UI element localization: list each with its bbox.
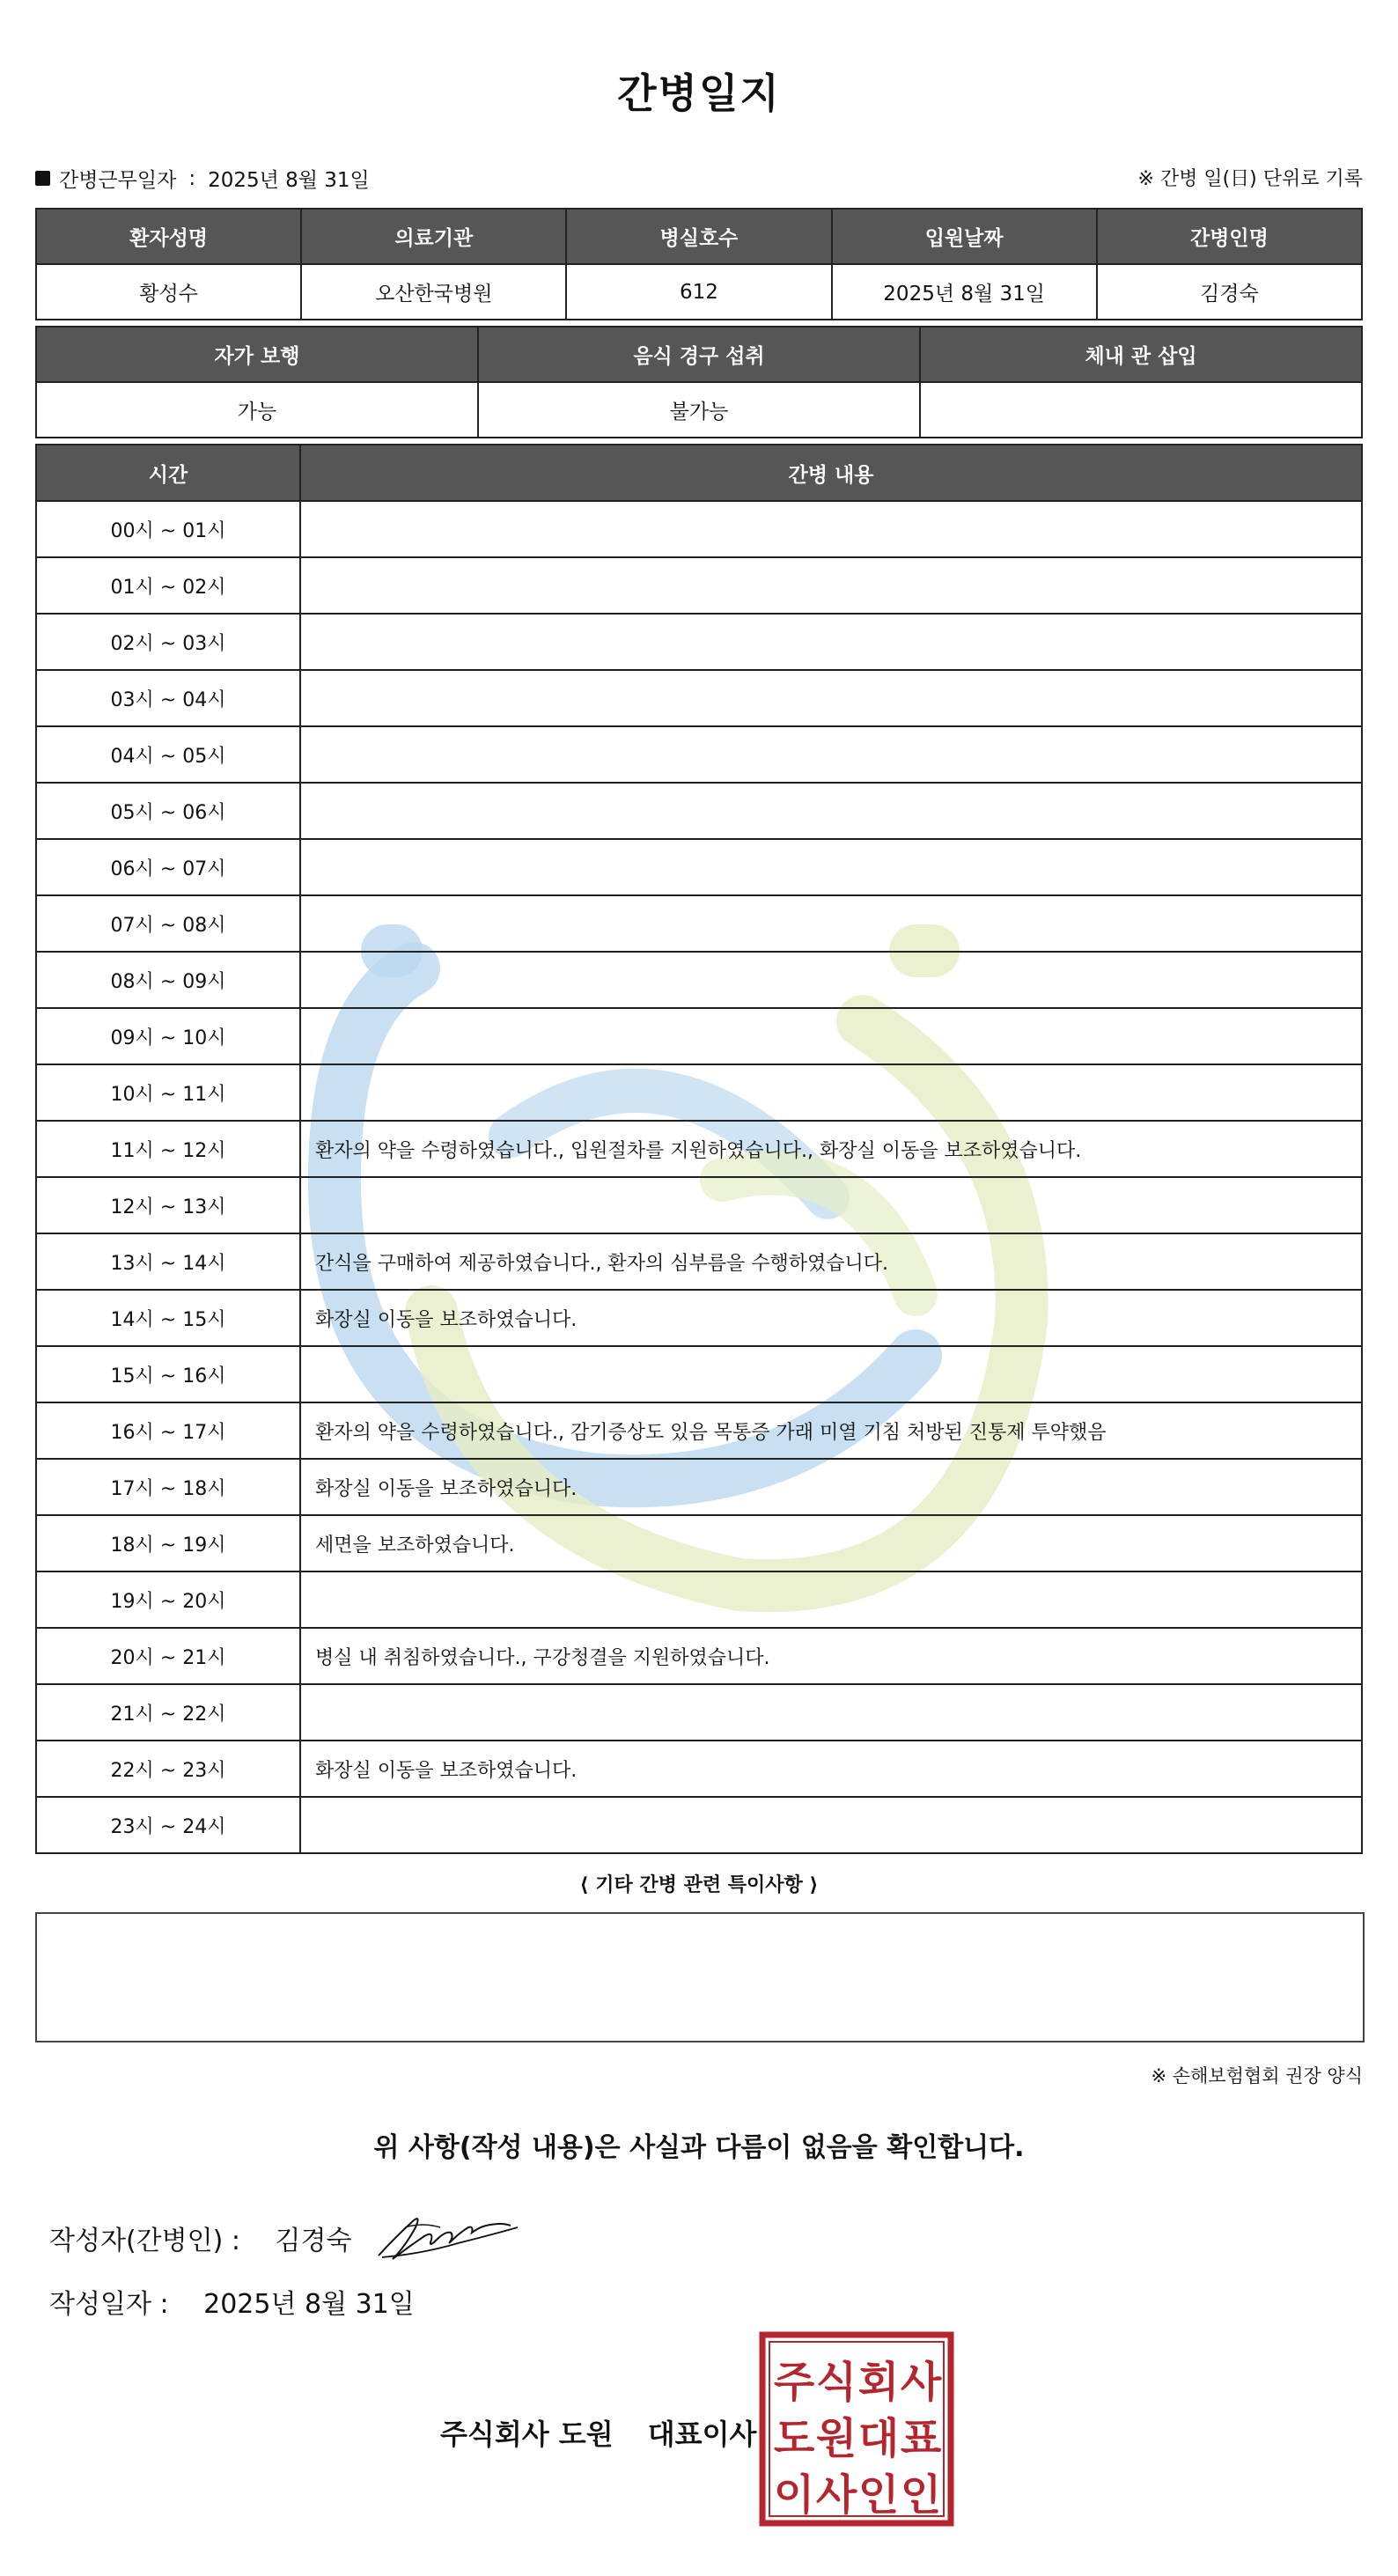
content-cell: 간식을 구매하여 제공하였습니다., 환자의 심부름을 수행하였습니다. — [300, 1233, 1362, 1290]
time-cell: 05시 ~ 06시 — [36, 783, 300, 839]
content-cell — [300, 1571, 1362, 1628]
signature — [370, 2201, 528, 2271]
time-cell: 21시 ~ 22시 — [36, 1684, 300, 1741]
notes-box — [35, 1912, 1365, 2042]
tube-value — [920, 382, 1362, 438]
content-cell: 환자의 약을 수령하였습니다., 입원절차를 지원하였습니다., 화장실 이동을 보조하였습니다. — [300, 1121, 1362, 1177]
content-cell — [300, 783, 1362, 839]
time-cell: 01시 ~ 02시 — [36, 557, 300, 614]
walking-value: 가능 — [36, 382, 478, 438]
table-row — [36, 895, 1362, 952]
seal-character: 인 — [900, 2470, 942, 2520]
table-row — [36, 952, 1362, 1008]
seal-character: 사 — [815, 2470, 857, 2520]
content-cell — [300, 1797, 1362, 1853]
square-bullet-icon — [35, 171, 50, 186]
date-label: 작성일자 : — [49, 2289, 169, 2320]
content-cell: 화장실 이동을 보조하였습니다. — [300, 1459, 1362, 1515]
patient-info-table — [35, 208, 1363, 320]
header-time: 시간 — [36, 445, 300, 501]
header-walking: 자가 보행 — [36, 327, 478, 382]
table-row — [36, 1064, 1362, 1121]
writer-label: 작성자(간병인) : — [49, 2226, 240, 2256]
table-row — [36, 501, 1362, 557]
unit-note: ※ 간병 일(日) 단위로 기록 — [1137, 168, 1363, 190]
room-number: 612 — [566, 264, 831, 320]
table-row — [36, 1402, 1362, 1459]
seal-character: 대 — [857, 2414, 900, 2463]
table-row — [36, 1741, 1362, 1797]
table-row — [36, 726, 1362, 783]
admission-date: 2025년 8월 31일 — [832, 264, 1097, 320]
content-cell — [300, 614, 1362, 670]
header-tube: 체내 관 삽입 — [920, 327, 1362, 382]
table-row — [36, 1290, 1362, 1346]
table-row — [36, 1008, 1362, 1064]
content-cell: 세면을 보조하였습니다. — [300, 1515, 1362, 1571]
seal-character: 주 — [773, 2358, 815, 2407]
time-cell: 00시 ~ 01시 — [36, 501, 300, 557]
table-row — [36, 1628, 1362, 1684]
time-cell: 14시 ~ 15시 — [36, 1290, 300, 1346]
table-row — [36, 614, 1362, 670]
seal-character: 식 — [815, 2358, 857, 2407]
header-room: 병실호수 — [566, 209, 831, 264]
table-row — [36, 839, 1362, 895]
content-cell: 화장실 이동을 보조하였습니다. — [300, 1290, 1362, 1346]
content-cell — [300, 895, 1362, 952]
time-cell: 02시 ~ 03시 — [36, 614, 300, 670]
hospital-name: 오산한국병원 — [301, 264, 566, 320]
table-row — [36, 1121, 1362, 1177]
patient-name: 황성수 — [36, 264, 301, 320]
table-row — [36, 1515, 1362, 1571]
content-cell: 화장실 이동을 보조하였습니다. — [300, 1741, 1362, 1797]
content-cell — [300, 1684, 1362, 1741]
confirm-statement: 위 사항(작성 내용)은 사실과 다름이 없음을 확인합니다. — [373, 2132, 1025, 2163]
header-oral-intake: 음식 경구 섭취 — [478, 327, 920, 382]
time-cell: 07시 ~ 08시 — [36, 895, 300, 952]
header-patient-name: 환자성명 — [36, 209, 301, 264]
table-row — [36, 1177, 1362, 1233]
table-row — [36, 670, 1362, 726]
table-row — [36, 1571, 1362, 1628]
time-cell: 18시 ~ 19시 — [36, 1515, 300, 1571]
table-row — [36, 1346, 1362, 1402]
date-value: 2025년 8월 31일 — [203, 2289, 415, 2320]
date-line — [49, 2282, 415, 2321]
header-admission-date: 입원날짜 — [832, 209, 1097, 264]
content-cell — [300, 952, 1362, 1008]
representative-title: 대표이사 — [647, 2418, 757, 2451]
table-row — [36, 783, 1362, 839]
time-cell: 13시 ~ 14시 — [36, 1233, 300, 1290]
page-title: 간병일지 — [617, 70, 781, 117]
company-line — [440, 2412, 756, 2453]
content-cell — [300, 1346, 1362, 1402]
writer-line — [49, 2219, 351, 2257]
time-cell: 11시 ~ 12시 — [36, 1121, 300, 1177]
content-cell — [300, 670, 1362, 726]
care-log-table — [35, 444, 1363, 1854]
time-cell: 23시 ~ 24시 — [36, 1797, 300, 1853]
time-cell: 19시 ~ 20시 — [36, 1571, 300, 1628]
table-row — [36, 557, 1362, 614]
caregiver-name: 김경숙 — [1097, 264, 1362, 320]
content-cell: 환자의 약을 수령하였습니다., 감기증상도 있음 목통증 가래 미열 기침 처방된 진통제 투약했음 — [300, 1402, 1362, 1459]
seal-character: 인 — [857, 2470, 900, 2520]
seal-character: 표 — [900, 2414, 942, 2463]
content-cell — [300, 1064, 1362, 1121]
time-cell: 10시 ~ 11시 — [36, 1064, 300, 1121]
time-cell: 09시 ~ 10시 — [36, 1008, 300, 1064]
header-content: 간병 내용 — [300, 445, 1362, 501]
content-cell — [300, 1177, 1362, 1233]
content-cell: 병실 내 취침하였습니다., 구강청결을 지원하였습니다. — [300, 1628, 1362, 1684]
time-cell: 16시 ~ 17시 — [36, 1402, 300, 1459]
company-seal-stamp — [759, 2331, 954, 2527]
insurance-note: ※ 손해보험협회 권장 양식 — [1151, 2065, 1363, 2087]
work-date-value: 2025년 8월 31일 — [208, 169, 370, 192]
writer-name: 김경숙 — [275, 2226, 352, 2256]
work-date — [35, 164, 370, 193]
header-hospital: 의료기관 — [301, 209, 566, 264]
time-cell: 03시 ~ 04시 — [36, 670, 300, 726]
content-cell — [300, 1008, 1362, 1064]
time-cell: 12시 ~ 13시 — [36, 1177, 300, 1233]
time-cell: 22시 ~ 23시 — [36, 1741, 300, 1797]
content-cell — [300, 839, 1362, 895]
seal-character: 이 — [773, 2470, 815, 2520]
time-cell: 20시 ~ 21시 — [36, 1628, 300, 1684]
table-row — [36, 1459, 1362, 1515]
table-row — [36, 1797, 1362, 1853]
work-date-label: 간병근무일자 — [59, 169, 177, 192]
oral-intake-value: 불가능 — [478, 382, 920, 438]
content-cell — [300, 726, 1362, 783]
seal-character: 사 — [900, 2358, 942, 2407]
status-table — [35, 326, 1363, 438]
content-cell — [300, 501, 1362, 557]
header-caregiver: 간병인명 — [1097, 209, 1362, 264]
seal-character: 회 — [857, 2358, 900, 2407]
table-row — [36, 1233, 1362, 1290]
time-cell: 08시 ~ 09시 — [36, 952, 300, 1008]
notes-title: ⟨ 기타 간병 관련 특이사항 ⟩ — [579, 1874, 819, 1896]
table-row — [36, 1684, 1362, 1741]
time-cell: 17시 ~ 18시 — [36, 1459, 300, 1515]
time-cell: 04시 ~ 05시 — [36, 726, 300, 783]
time-cell: 15시 ~ 16시 — [36, 1346, 300, 1402]
seal-character: 도 — [773, 2414, 815, 2463]
work-date-colon: : — [188, 166, 196, 190]
time-cell: 06시 ~ 07시 — [36, 839, 300, 895]
company-name: 주식회사 도원 — [440, 2418, 614, 2451]
content-cell — [300, 557, 1362, 614]
seal-character: 원 — [815, 2414, 857, 2463]
